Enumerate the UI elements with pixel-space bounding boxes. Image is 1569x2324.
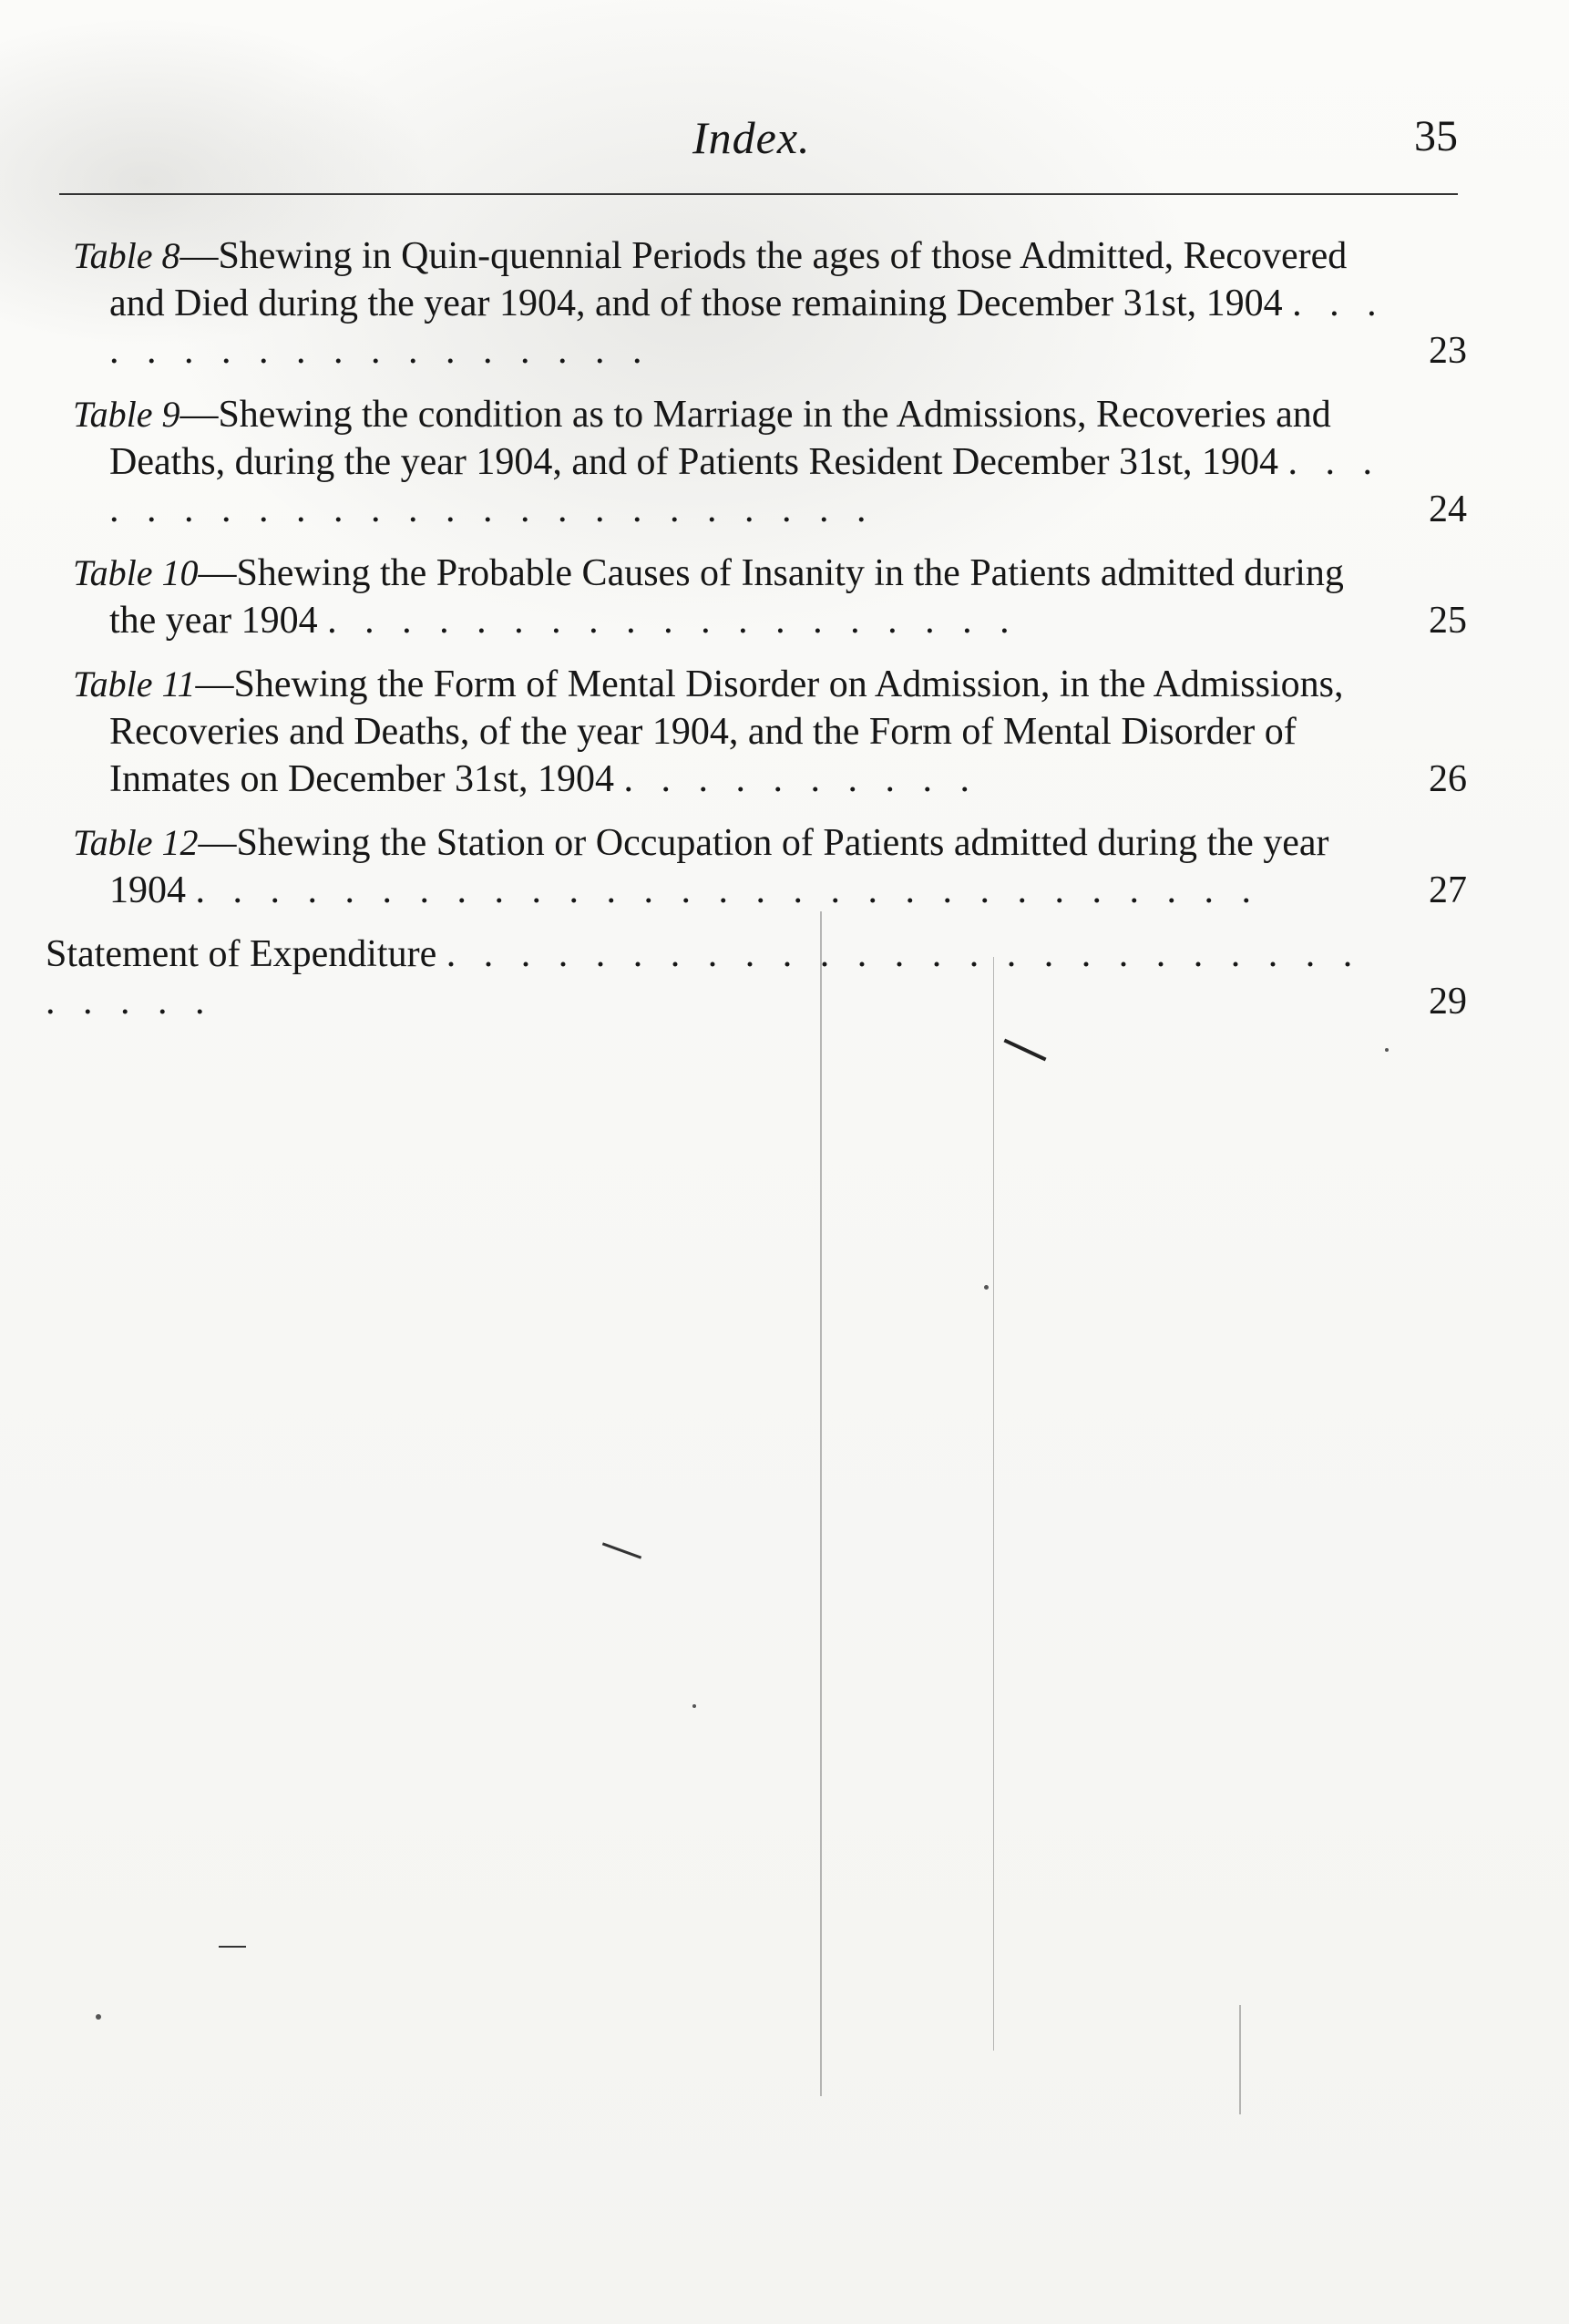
scan-scratch (1003, 1039, 1046, 1062)
running-title: Index. (692, 112, 811, 163)
scan-scratch (993, 957, 994, 2051)
scan-speck (692, 1704, 696, 1708)
index-entries (46, 232, 1467, 1042)
dot-leader: . . . . . . . . . . . . . . . . . . . . . . . . . . . . . . (46, 933, 1362, 1023)
entry-label: Table 9 (73, 394, 180, 435)
entry-text: —Shewing the Probable Causes of Insanity in the Patients admitted during the year 1904 (109, 552, 1344, 642)
index-entry-table-9 (46, 391, 1467, 533)
scan-scratch (219, 1946, 246, 1948)
entry-text: —Shewing the Station or Occupation of Patients admitted during the year 1904 (109, 822, 1329, 911)
index-entry-statement-of-expenditure (46, 931, 1467, 1025)
entry-page-number: 25 (1429, 600, 1467, 642)
entry-label: Table 12 (73, 822, 199, 863)
dot-leader: . . . . . . . . . . . . . . . . . . (109, 283, 1386, 372)
entry-page-number: 29 (1429, 981, 1467, 1023)
scan-scratch (1239, 2005, 1241, 2114)
entry-text: —Shewing the Form of Mental Disorder on Admission, in the Admissions, Recoveries and Deaths, of the year 1904, and the Form of Mental Disorder of Inmates on December 31st, 1904 (109, 663, 1344, 800)
page-number: 35 (1414, 112, 1458, 160)
entry-label: Table 10 (73, 552, 199, 593)
entry-page-number: 27 (1429, 869, 1467, 911)
scan-scratch (820, 911, 822, 2096)
scan-scratch (602, 1542, 641, 1558)
page-header (55, 100, 1458, 173)
entry-page-number: 26 (1429, 758, 1467, 800)
entry-page-number: 24 (1429, 488, 1467, 530)
dot-leader: . . . . . . . . . . . . . . . . . . . . . . . . . . . . . (195, 869, 1260, 911)
dot-leader: . . . . . . . . . . . . . . . . . . . . . . . . (109, 441, 1382, 530)
index-entry-table-10 (46, 550, 1467, 644)
scan-speck (1385, 1048, 1389, 1052)
index-entry-table-8 (46, 232, 1467, 375)
entry-page-number: 23 (1429, 330, 1467, 372)
index-entry-table-12 (46, 819, 1467, 914)
dot-leader: . . . . . . . . . . (623, 758, 979, 800)
entry-text: —Shewing the condition as to Marriage in the Admissions, Recoveries and Deaths, during the year 1904, and of Patients Resident December 31st, 1904 (109, 394, 1331, 483)
dot-leader: . . . . . . . . . . . . . . . . . . . (327, 600, 1019, 642)
entry-text: —Shewing in Quin-quennial Periods the ages of those Admitted, Recovered and Died during the year 1904, and of those remaining December 31st, 1904 (109, 235, 1348, 324)
entry-label: Table 8 (73, 235, 180, 276)
entry-label: Table 11 (73, 663, 196, 704)
scan-speck (96, 2014, 101, 2020)
scan-speck (984, 1285, 989, 1290)
header-rule (59, 193, 1458, 195)
index-entry-table-11 (46, 661, 1467, 803)
entry-text: Statement of Expenditure (46, 933, 437, 975)
